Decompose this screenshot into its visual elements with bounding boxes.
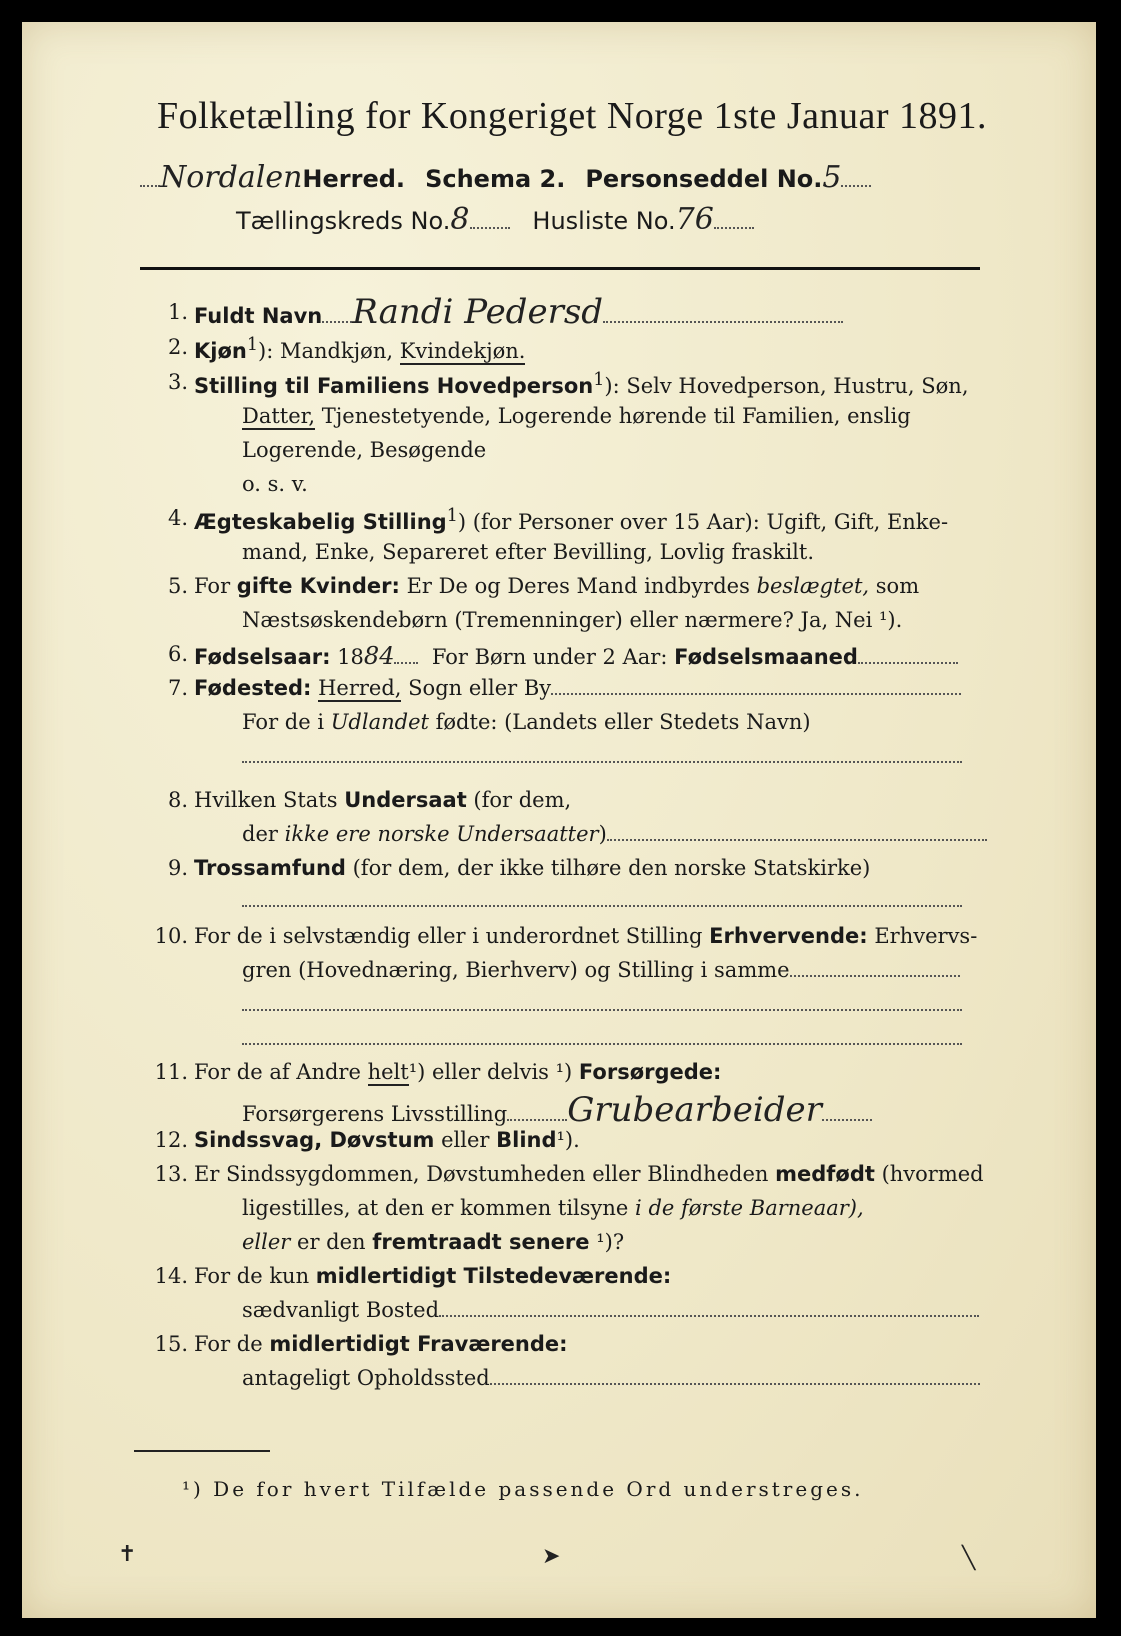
item-7-l2c: fødte: (Landets eller Stedets Navn) [435, 710, 811, 734]
item-13-l3a: eller [242, 1230, 291, 1254]
item-8-label: Undersaat [344, 788, 467, 812]
item-5-text-a: For [194, 574, 231, 598]
corner-mark-icon: ✝ [118, 1542, 137, 1567]
item-13-l2b: i de første Barneaar), [635, 1196, 864, 1220]
item-3-line-4: o. s. v. [242, 472, 308, 496]
husliste-value: 76 [675, 202, 714, 237]
item-7-blank [242, 744, 962, 768]
item-4-text: ) (for Personer over 15 Aar): Ugift, Gift, Enke- [457, 510, 949, 534]
item-number: 6. [167, 642, 188, 666]
schema-label: Schema 2. [425, 165, 566, 193]
item-5-italic: beslægtet, [756, 574, 870, 598]
item-11-text-c: ¹) eller delvis ¹) [408, 1060, 573, 1084]
item-number: 5. [167, 574, 188, 598]
item-12-label-2: Blind [496, 1128, 557, 1152]
item-number: 4. [167, 506, 188, 530]
header-rule [140, 267, 980, 270]
item-8-l2b: ikke ere norske Undersaatter [284, 822, 599, 846]
item-13-l3b: er den [297, 1230, 366, 1254]
item-13-l3d: ¹)? [596, 1230, 625, 1254]
footnote-rule [134, 1450, 270, 1452]
item-5-label: gifte Kvinder: [236, 574, 400, 598]
item-10-l2: gren (Hovednæring, Bierhverv) og Stilling i samme [242, 958, 790, 982]
item-1-label: Fuldt Navn [194, 304, 323, 328]
item-6-century: 18 [337, 645, 364, 669]
item-7-l2b: Udlandet [330, 710, 429, 734]
item-15-line-2 [242, 1366, 980, 1390]
item-11-label: Forsørgede: [578, 1060, 722, 1084]
item-10-blank-1 [242, 992, 962, 1016]
item-6-year: 84 [363, 642, 395, 670]
item-8-text: Hvilken Stats [194, 788, 338, 812]
item-8-l2a: der [242, 822, 278, 846]
census-form [22, 22, 1096, 1618]
item-14-l2: sædvanligt Bosted [242, 1298, 440, 1322]
item-3-line-2 [242, 404, 911, 428]
item-11-value: Grubearbeider [567, 1090, 822, 1130]
item-5-text-e: som [875, 574, 920, 598]
item-6-text: For Børn under 2 Aar: [431, 645, 668, 669]
item-5 [194, 574, 919, 598]
item-13-line-2 [242, 1196, 864, 1220]
item-7-l2a: For de i [242, 710, 325, 734]
item-1 [194, 292, 843, 332]
item-2 [194, 335, 525, 363]
item-13-text: Er Sindssygdommen, Døvstumheden eller Blindheden [194, 1162, 769, 1186]
item-13 [194, 1162, 984, 1186]
item-6-label: Fødselsaar: [194, 645, 331, 669]
item-11-selected: helt [367, 1060, 409, 1084]
item-10-text-c: Erhvervs- [874, 924, 978, 948]
item-7-text: Sogn eller By [408, 676, 552, 700]
item-1-value: Randi Pedersd [352, 292, 604, 332]
item-number: 12. [154, 1128, 188, 1152]
item-3-selected: Datter, [242, 404, 316, 428]
item-15 [194, 1332, 568, 1356]
item-4-line-2: mand, Enke, Separeret efter Bevilling, Lovlig fraskilt. [242, 540, 815, 564]
item-number: 9. [167, 856, 188, 880]
item-15-text: For de [194, 1332, 263, 1356]
header-line-2 [236, 202, 754, 237]
item-2-text: ): Mandkjøn, [258, 339, 394, 363]
item-13-text-c: (hvormed [881, 1162, 984, 1186]
item-number: 3. [167, 370, 188, 394]
item-3: Stilling til Familiens Hovedperson$^1$): Selv Hovedperson, Hustru, Søn, [194, 370, 969, 398]
item-6-label-2: Fødselsmaaned [674, 645, 858, 669]
item-2-selected: Kvindekjøn. [399, 339, 526, 363]
item-10-line-2 [242, 958, 960, 982]
kreds-value: 8 [450, 202, 470, 237]
item-10-label: Erhvervende: [709, 924, 868, 948]
item-7 [194, 676, 961, 700]
form-title: Folketælling for Kongeriget Norge 1ste Januar 1891. [156, 95, 988, 137]
item-8-line-2: der ikke ere norske Undersaatter) [242, 822, 987, 846]
item-6 [194, 642, 958, 670]
item-3-label: Stilling til Familiens Hovedperson [194, 374, 594, 398]
item-12 [194, 1128, 580, 1152]
item-10-blank-2 [242, 1026, 962, 1050]
item-11 [194, 1060, 721, 1084]
item-14-line-2 [242, 1298, 979, 1322]
footnote-ref: 1 [246, 335, 258, 355]
item-9-blank [242, 888, 962, 912]
item-3-line-3: Logerende, Besøgende [242, 438, 487, 462]
item-5-line-2: Næstsøskendebørn (Tremenninger) eller nærmere? Ja, Nei ¹). [242, 608, 903, 632]
item-14 [194, 1264, 671, 1288]
kreds-label: Tællingskreds No. [236, 207, 451, 235]
item-12-text-d: ¹). [556, 1128, 580, 1152]
herred-handwritten: Nordalen [160, 160, 303, 195]
item-11-text: For de af Andre [194, 1060, 361, 1084]
item-7-line-2 [242, 710, 811, 734]
footnote: ¹) De for hvert Tilfælde passende Ord understreges. [182, 1477, 864, 1501]
item-7-selected: Herred, [318, 676, 402, 700]
item-3-text-2: Tjenestetyende, Logerende hørende til Familien, enslig [321, 404, 911, 428]
item-number: 11. [154, 1060, 188, 1084]
item-number: 14. [154, 1264, 188, 1288]
item-13-l3c: fremtraadt senere [372, 1230, 590, 1254]
item-number: 1. [167, 300, 188, 324]
personseddel-label: Personseddel No. [585, 165, 823, 193]
item-14-label: midlertidigt Tilstedeværende: [315, 1264, 672, 1288]
slash-mark-icon: ╲ [962, 1546, 976, 1571]
header-line-1 [140, 160, 871, 195]
personseddel-value: 5 [822, 160, 842, 195]
husliste-label: Husliste No. [532, 207, 676, 235]
item-13-l2a: ligestilles, at den er kommen tilsyne [242, 1196, 629, 1220]
item-12-text: eller [441, 1128, 490, 1152]
item-number: 13. [154, 1162, 188, 1186]
item-14-text: For de kun [194, 1264, 310, 1288]
item-15-label: midlertidigt Fraværende: [269, 1332, 568, 1356]
item-7-label: Fødested: [194, 676, 312, 700]
arrow-mark-icon: ➤ [542, 1544, 561, 1569]
item-3-text: ): Selv Hovedperson, Hustru, Søn, [604, 374, 969, 398]
item-number: 8. [167, 788, 188, 812]
item-10-text: For de i selvstændig eller i underordnet Stilling [194, 924, 703, 948]
item-number: 10. [154, 924, 188, 948]
item-9-label: Trossamfund [194, 856, 346, 880]
item-4: Ægteskabelig Stilling$^1$) (for Personer over 15 Aar): Ugift, Gift, Enke- [194, 506, 949, 534]
item-13-label: medfødt [775, 1162, 875, 1186]
item-8-text-c: (for dem, [473, 788, 572, 812]
item-5-text: Er De og Deres Mand indbyrdes [406, 574, 750, 598]
item-10 [194, 924, 977, 948]
item-9-text: (for dem, der ikke tilhøre den norske Statskirke) [352, 856, 871, 880]
item-12-label: Sindssvag, Døvstum [194, 1128, 435, 1152]
item-13-line-3 [242, 1230, 624, 1254]
item-number: 7. [167, 676, 188, 700]
item-number: 15. [154, 1332, 188, 1356]
item-number: 2. [167, 335, 188, 359]
item-9 [194, 856, 870, 880]
item-4-label: Ægteskabelig Stilling [194, 510, 447, 534]
item-11-l2: Forsørgerens Livsstilling [242, 1102, 508, 1126]
item-11-line-2 [242, 1090, 872, 1130]
item-8 [194, 788, 571, 812]
herred-label: Herred. [302, 165, 406, 193]
item-15-l2: antageligt Opholdssted [242, 1366, 490, 1390]
item-2-label: Kjøn [194, 339, 247, 363]
